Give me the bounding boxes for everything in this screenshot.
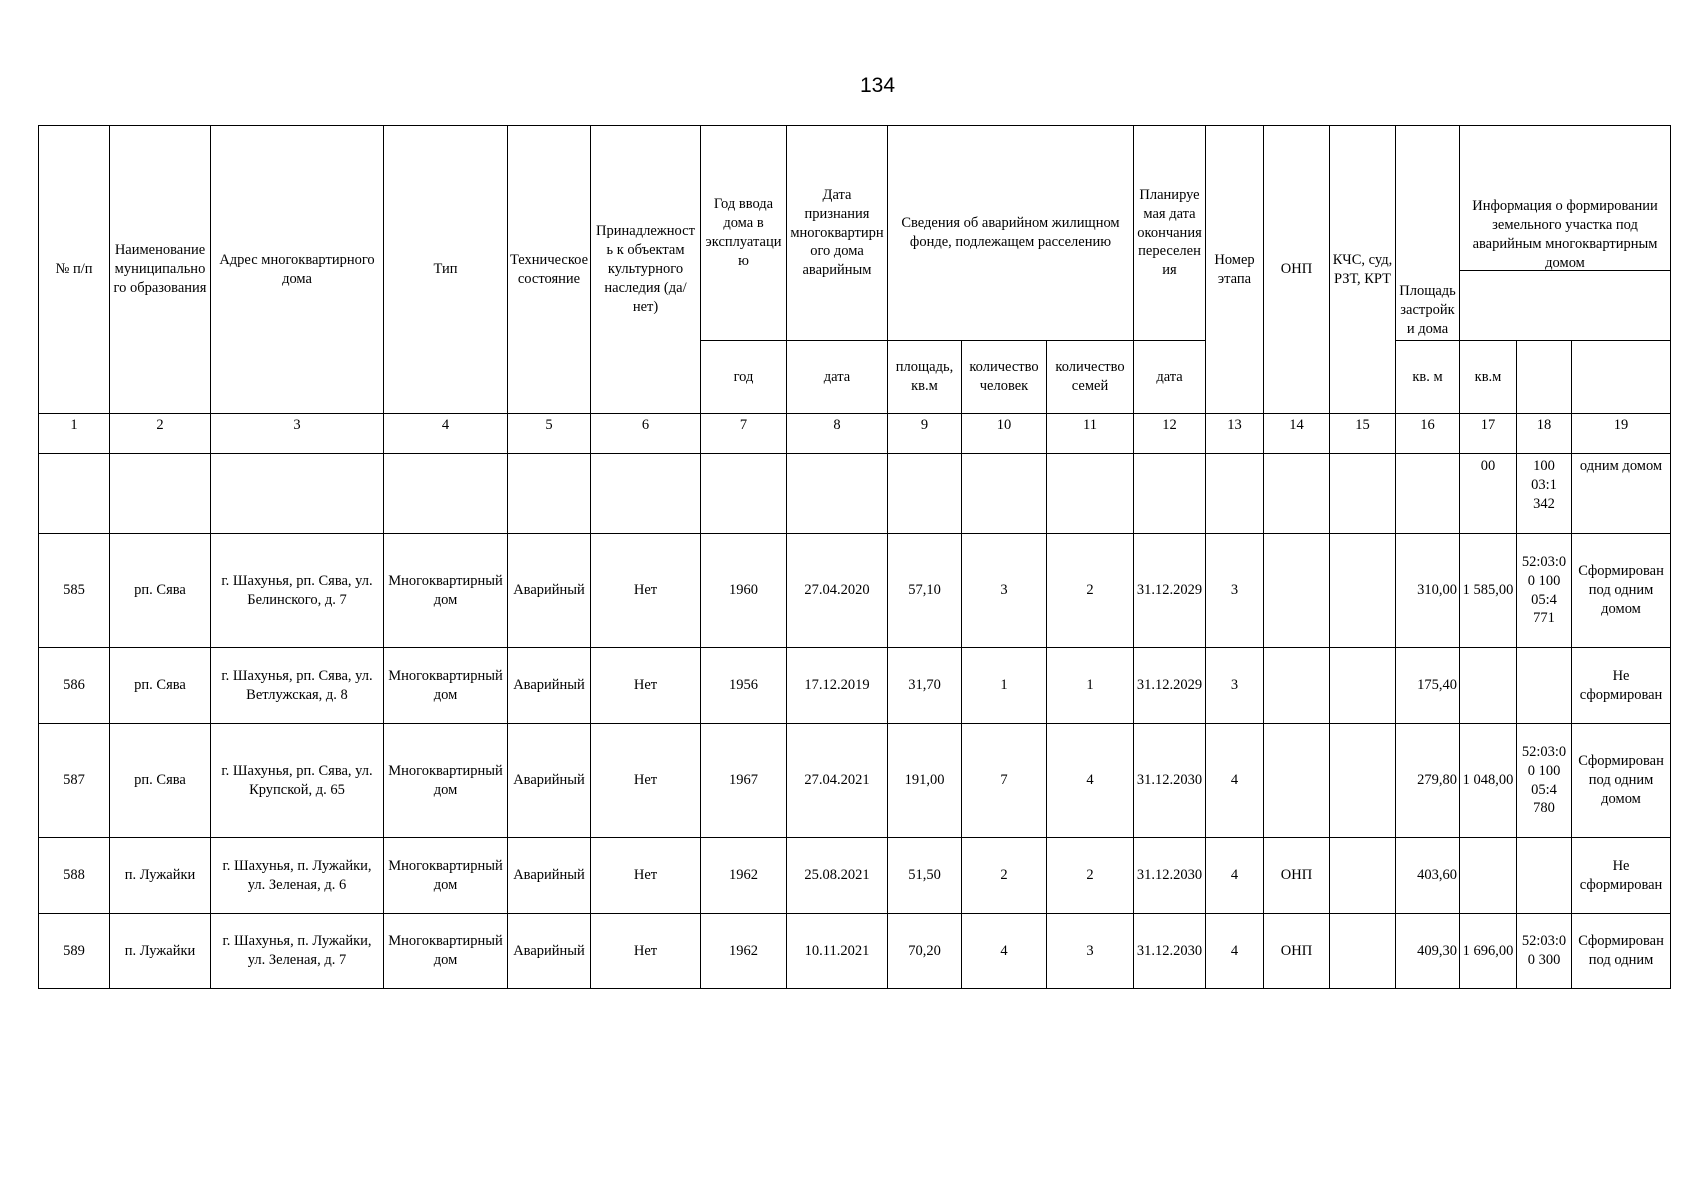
cell-end-date: 31.12.2030 <box>1134 838 1206 914</box>
column-number: 11 <box>1047 414 1134 454</box>
cell-area: 31,70 <box>888 648 962 724</box>
cell-families: 2 <box>1047 838 1134 914</box>
header-kchs: КЧС, суд, РЗТ, КРТ <box>1330 126 1396 414</box>
cell-land-area: 1 048,00 <box>1460 724 1517 838</box>
cell-onp: ОНП <box>1264 838 1330 914</box>
column-number: 3 <box>211 414 384 454</box>
header-municipality: Наименование муниципального образования <box>110 126 211 414</box>
cell-empty <box>384 454 508 534</box>
cell-heritage: Нет <box>591 724 701 838</box>
cell-land-char: Сформирован под одним <box>1572 914 1671 989</box>
cell-land-area: 00 <box>1460 454 1517 534</box>
cell-heritage: Нет <box>591 838 701 914</box>
cell-number: 589 <box>39 914 110 989</box>
header-building-area-label: Площадь застройки дома <box>1399 283 1456 338</box>
header-sub-building-area-unit: кв. м <box>1396 341 1460 414</box>
cell-empty <box>1330 454 1396 534</box>
cell-cadastral: 52:03:00 300 <box>1517 914 1572 989</box>
header-sub-end-date: дата <box>1134 341 1206 414</box>
cell-end-date: 31.12.2029 <box>1134 534 1206 648</box>
cell-type: Многоквартирный дом <box>384 534 508 648</box>
cell-number: 587 <box>39 724 110 838</box>
cell-onp <box>1264 534 1330 648</box>
column-number: 13 <box>1206 414 1264 454</box>
cell-municipality: рп. Сява <box>110 724 211 838</box>
cell-stage: 4 <box>1206 914 1264 989</box>
cell-type: Многоквартирный дом <box>384 838 508 914</box>
cell-date: 27.04.2021 <box>787 724 888 838</box>
cell-address: г. Шахунья, рп. Сява, ул. Крупской, д. 65 <box>211 724 384 838</box>
table-row <box>39 914 1671 989</box>
header-row-main <box>39 126 1671 341</box>
cell-cadastral <box>1517 648 1572 724</box>
cell-heritage: Нет <box>591 534 701 648</box>
header-housing-info: Сведения об аварийном жилищном фонде, подлежащем расселению <box>888 126 1134 341</box>
column-number: 6 <box>591 414 701 454</box>
cell-heritage: Нет <box>591 648 701 724</box>
column-number: 12 <box>1134 414 1206 454</box>
cell-building-area: 403,60 <box>1396 838 1460 914</box>
column-numbers-row <box>39 414 1671 454</box>
cell-number: 588 <box>39 838 110 914</box>
cell-date: 10.11.2021 <box>787 914 888 989</box>
cell-address: г. Шахунья, рп. Сява, ул. Белинского, д. 7 <box>211 534 384 648</box>
header-onp: ОНП <box>1264 126 1330 414</box>
cell-area: 70,20 <box>888 914 962 989</box>
column-number: 8 <box>787 414 888 454</box>
cell-type: Многоквартирный дом <box>384 724 508 838</box>
header-sub-cadastral-spacer <box>1517 341 1572 414</box>
cell-people: 1 <box>962 648 1047 724</box>
cell-onp: ОНП <box>1264 914 1330 989</box>
cell-number: 586 <box>39 648 110 724</box>
cell-land-area <box>1460 838 1517 914</box>
cell-year: 1962 <box>701 838 787 914</box>
column-number: 16 <box>1396 414 1460 454</box>
cell-empty <box>110 454 211 534</box>
cell-land-char: Не сформирован <box>1572 838 1671 914</box>
cell-empty <box>1134 454 1206 534</box>
header-sub-year: год <box>701 341 787 414</box>
header-sub-date: дата <box>787 341 888 414</box>
column-number: 17 <box>1460 414 1517 454</box>
cell-empty <box>591 454 701 534</box>
continuation-row <box>39 454 1671 534</box>
cell-stage: 3 <box>1206 534 1264 648</box>
column-number: 5 <box>508 414 591 454</box>
column-number: 10 <box>962 414 1047 454</box>
cell-municipality: рп. Сява <box>110 534 211 648</box>
cell-land-area: 1 696,00 <box>1460 914 1517 989</box>
cell-type: Многоквартирный дом <box>384 914 508 989</box>
header-sub-people: количество человек <box>962 341 1047 414</box>
header-sub-families: количество семей <box>1047 341 1134 414</box>
cell-land-area <box>1460 648 1517 724</box>
cell-state: Аварийный <box>508 648 591 724</box>
header-emergency-date: Дата признания многоквартирного дома аварийным <box>787 126 888 341</box>
cell-empty <box>787 454 888 534</box>
cell-state: Аварийный <box>508 838 591 914</box>
cell-kchs <box>1330 534 1396 648</box>
cell-land-char: Сформирован под одним домом <box>1572 724 1671 838</box>
header-sub-area: площадь, кв.м <box>888 341 962 414</box>
cell-empty <box>508 454 591 534</box>
cell-end-date: 31.12.2030 <box>1134 724 1206 838</box>
cell-people: 2 <box>962 838 1047 914</box>
header-address: Адрес многоквартирного дома <box>211 126 384 414</box>
cell-kchs <box>1330 838 1396 914</box>
header-type: Тип <box>384 126 508 414</box>
column-number: 4 <box>384 414 508 454</box>
cell-state: Аварийный <box>508 724 591 838</box>
cell-cadastral <box>1517 838 1572 914</box>
page-number: 134 <box>859 74 896 97</box>
table-row <box>39 534 1671 648</box>
cell-area: 51,50 <box>888 838 962 914</box>
column-number: 14 <box>1264 414 1330 454</box>
cell-cadastral: 52:03:00 100 05:4 771 <box>1517 534 1572 648</box>
cell-address: г. Шахунья, рп. Сява, ул. Ветлужская, д. 8 <box>211 648 384 724</box>
header-sub-land-area-unit: кв.м <box>1460 341 1517 414</box>
cell-date: 25.08.2021 <box>787 838 888 914</box>
cell-empty <box>1206 454 1264 534</box>
cell-land-area: 1 585,00 <box>1460 534 1517 648</box>
header-stage: Номер этапа <box>1206 126 1264 414</box>
cell-type: Многоквартирный дом <box>384 648 508 724</box>
cell-stage: 3 <box>1206 648 1264 724</box>
header-planned-end-date: Планируемая дата окончания переселения <box>1134 126 1206 341</box>
cell-building-area: 310,00 <box>1396 534 1460 648</box>
cell-year: 1960 <box>701 534 787 648</box>
cell-empty <box>888 454 962 534</box>
cell-year: 1962 <box>701 914 787 989</box>
column-number: 18 <box>1517 414 1572 454</box>
header-technical-state: Техническое состояние <box>508 126 591 414</box>
table-row <box>39 648 1671 724</box>
table-row <box>39 724 1671 838</box>
column-number: 9 <box>888 414 962 454</box>
cell-empty <box>1264 454 1330 534</box>
cell-state: Аварийный <box>508 914 591 989</box>
cell-area: 191,00 <box>888 724 962 838</box>
header-heritage: Принадлежность к объектам культурного наследия (да/нет) <box>591 126 701 414</box>
cell-people: 7 <box>962 724 1047 838</box>
cell-building-area: 175,40 <box>1396 648 1460 724</box>
header-number: № п/п <box>39 126 110 414</box>
cell-municipality: п. Лужайки <box>110 914 211 989</box>
cell-empty <box>1047 454 1134 534</box>
cell-end-date: 31.12.2030 <box>1134 914 1206 989</box>
column-number: 7 <box>701 414 787 454</box>
column-number: 1 <box>39 414 110 454</box>
cell-empty <box>701 454 787 534</box>
cell-building-area: 279,80 <box>1396 724 1460 838</box>
cell-state: Аварийный <box>508 534 591 648</box>
column-number: 2 <box>110 414 211 454</box>
header-land-info-title: Информация о формировании земельного участка под аварийным многоквартирным домом <box>1460 195 1670 271</box>
cell-heritage: Нет <box>591 914 701 989</box>
cell-building-area: 409,30 <box>1396 914 1460 989</box>
cell-onp <box>1264 724 1330 838</box>
column-number: 19 <box>1572 414 1671 454</box>
cell-stage: 4 <box>1206 838 1264 914</box>
cell-land-char: Сформирован под одним домом <box>1572 534 1671 648</box>
table-row <box>39 838 1671 914</box>
cell-kchs <box>1330 648 1396 724</box>
column-number: 15 <box>1330 414 1396 454</box>
cell-end-date: 31.12.2029 <box>1134 648 1206 724</box>
cell-municipality: рп. Сява <box>110 648 211 724</box>
cell-people: 4 <box>962 914 1047 989</box>
cell-address: г. Шахунья, п. Лужайки, ул. Зеленая, д. 6 <box>211 838 384 914</box>
cell-families: 4 <box>1047 724 1134 838</box>
cell-kchs <box>1330 914 1396 989</box>
cell-families: 3 <box>1047 914 1134 989</box>
cell-cadastral: 100 03:1 342 <box>1517 454 1572 534</box>
cell-area: 57,10 <box>888 534 962 648</box>
cell-number: 585 <box>39 534 110 648</box>
cell-empty <box>39 454 110 534</box>
cell-families: 1 <box>1047 648 1134 724</box>
cell-land-char: одним домом <box>1572 454 1671 534</box>
cell-year: 1967 <box>701 724 787 838</box>
cell-cadastral: 52:03:00 100 05:4 780 <box>1517 724 1572 838</box>
cell-date: 27.04.2020 <box>787 534 888 648</box>
cell-empty <box>211 454 384 534</box>
cell-empty <box>1396 454 1460 534</box>
cell-families: 2 <box>1047 534 1134 648</box>
cell-empty <box>962 454 1047 534</box>
cell-onp <box>1264 648 1330 724</box>
cell-stage: 4 <box>1206 724 1264 838</box>
header-land-info-group <box>1460 126 1671 341</box>
header-building-area <box>1396 126 1460 341</box>
emergency-housing-table <box>38 125 1671 989</box>
header-commission-year: Год ввода дома в эксплуатацию <box>701 126 787 341</box>
cell-year: 1956 <box>701 648 787 724</box>
cell-address: г. Шахунья, п. Лужайки, ул. Зеленая, д. 7 <box>211 914 384 989</box>
cell-kchs <box>1330 724 1396 838</box>
cell-date: 17.12.2019 <box>787 648 888 724</box>
cell-land-char: Не сформирован <box>1572 648 1671 724</box>
header-sub-land-char-spacer <box>1572 341 1671 414</box>
cell-municipality: п. Лужайки <box>110 838 211 914</box>
cell-people: 3 <box>962 534 1047 648</box>
